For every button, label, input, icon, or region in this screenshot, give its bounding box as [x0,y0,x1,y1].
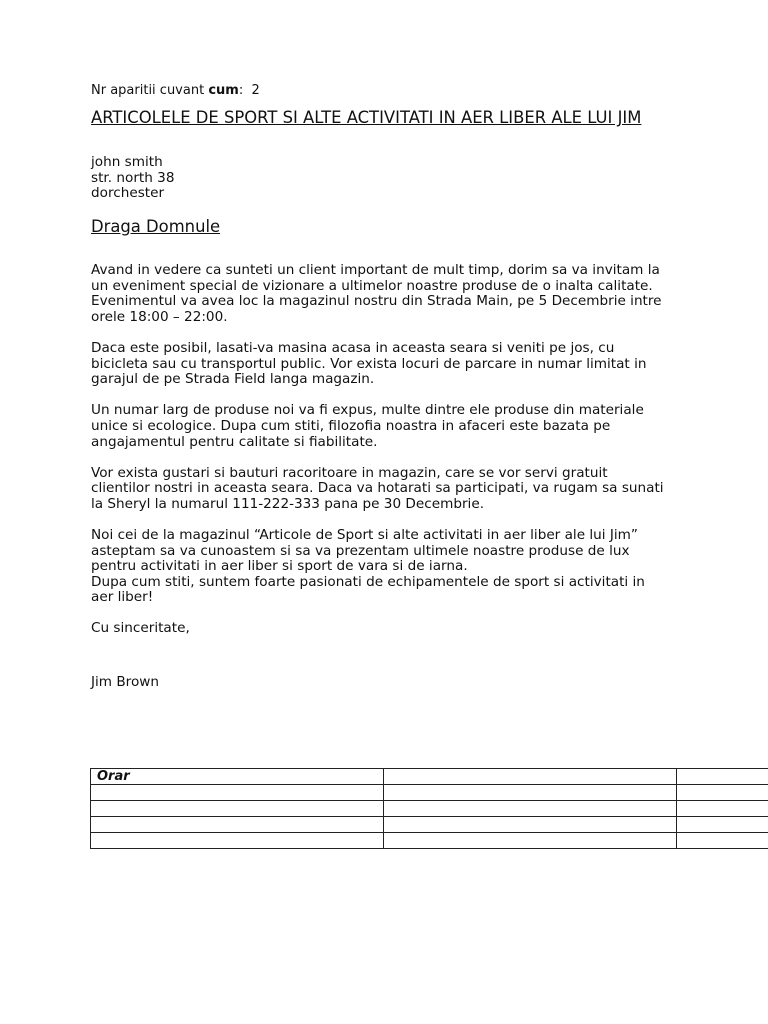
table-row [91,833,768,849]
table-header-row [91,769,768,785]
text-line: garajul de pe Strada Field langa magazin. [91,371,375,388]
table-cell[interactable] [677,817,768,833]
text-line: pentru activitati in aer liber si sport de vara si de iarna. [91,558,468,575]
text-line: angajamentul pentru calitate si fiabilitate. [91,433,378,450]
text-line: aer liber! [91,589,154,606]
word-count-word: cum [208,83,239,98]
text-line: bicicleta sau cu transportul public. Vor exista locuri de parcare in numar limitat in [91,355,647,372]
table-cell[interactable] [384,785,677,801]
recipient-street: str. north 38 [91,169,175,186]
paragraph-invitation [91,263,691,325]
table-cell[interactable] [384,801,677,817]
table-cell[interactable] [384,769,677,785]
signature: Jim Brown [91,674,160,690]
table-cell-orar[interactable]: Orar [91,769,384,785]
text-line: clientilor nostri in aceasta seara. Daca va hotarati sa participati, va rugam sa sunati [91,480,664,497]
table-cell[interactable] [677,801,768,817]
closing-line: Cu sinceritate, [91,620,190,636]
text-line: un eveniment special de vizionare a ultimelor noastre produse de o inalta calitate. [91,277,653,294]
paragraph-refreshments [91,466,691,513]
word-count-value: 2 [251,83,260,98]
table-cell[interactable] [677,833,768,849]
table-cell[interactable] [677,769,768,785]
text-line: asteptam sa va cunoastem si sa va prezentam ultimele noastre produse de lux [91,542,630,559]
text-line: unice si ecologice. Dupa cum stiti, filozofia noastra in afaceri este bazata pe [91,417,611,434]
paragraph-closing-remarks [91,528,691,606]
table-cell[interactable] [384,817,677,833]
text-line: Noi cei de la magazinul “Articole de Sport si alte activitati in aer liber ale lui Jim” [91,527,638,544]
word-count-label: Nr aparitii cuvant [91,83,205,98]
paragraph-products [91,403,691,450]
table-row [91,801,768,817]
text-line: orele 18:00 – 22:00. [91,308,228,325]
text-line: Dupa cum stiti, suntem foarte pasionati de echipamentele de sport si activitati in [91,573,645,590]
text-line: Daca este posibil, lasati-va masina acasa in aceasta seara si veniti pe jos, cu [91,339,615,356]
table-cell[interactable] [677,785,768,801]
recipient-address [91,155,174,202]
recipient-city: dorchester [91,185,165,202]
table-row [91,785,768,801]
text-line: Evenimentul va avea loc la magazinul nostru din Strada Main, pe 5 Decembrie intre [91,293,662,310]
table-cell[interactable] [91,833,384,849]
schedule-table [90,768,768,849]
text-line: la Sheryl la numarul 111-222-333 pana pe 30 Decembrie. [91,495,485,512]
table-row [91,817,768,833]
table-cell[interactable] [91,785,384,801]
document-title: ARTICOLELE DE SPORT SI ALTE ACTIVITATI IN AER LIBER ALE LUI JIM [91,108,642,127]
table-cell[interactable] [91,801,384,817]
recipient-name: john smith [91,154,163,170]
text-line: Vor exista gustari si bauturi racoritoare in magazin, care se vor servi gratuit [91,464,608,481]
paragraph-transport [91,341,691,388]
text-line: Un numar larg de produse noi va fi expus, multe dintre ele produse din materiale [91,402,644,419]
letter-body [91,263,691,622]
table-cell[interactable] [384,833,677,849]
text-line: Avand in vedere ca sunteti un client important de mult timp, dorim sa va invitam la [91,262,660,278]
table-cell[interactable] [91,817,384,833]
salutation: Draga Domnule [91,217,221,236]
word-count-line: Nr aparitii cuvant cum: 2 [91,83,260,98]
